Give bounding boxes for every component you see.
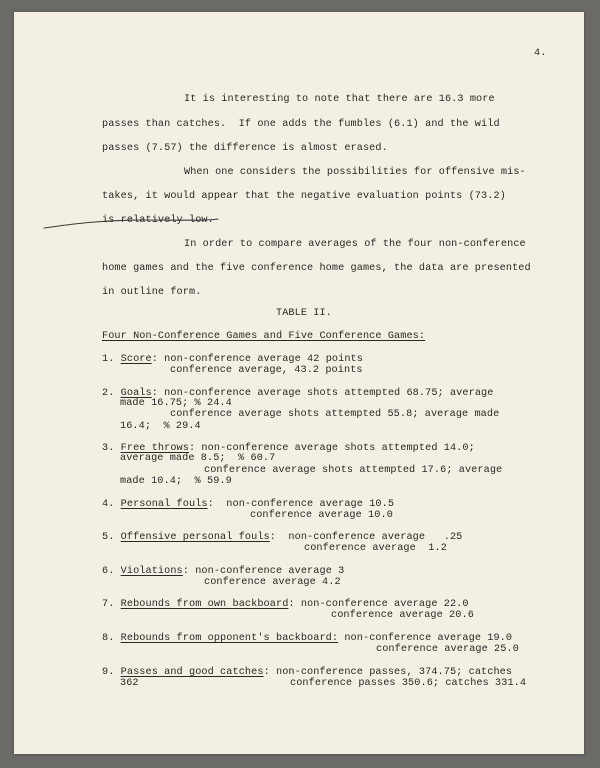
item-9-line-2: 362	[120, 678, 139, 689]
item-3-line-4: made 10.4; % 59.9	[120, 476, 232, 487]
item-label-personal-fouls: Personal fouls	[120, 499, 208, 510]
paragraph-3-line-3: in outline form.	[102, 287, 202, 298]
item-label-passes-good-catches: Passes and good catches	[120, 667, 264, 678]
item-number: 3.	[102, 443, 121, 454]
item-3-line-3: conference average shots attempted 17.6; average	[204, 465, 503, 476]
paragraph-2-line-3: is relatively low.	[102, 215, 214, 226]
paragraph-3-line-1: In order to compare averages of the four non-conference	[184, 239, 526, 250]
item-number: 1.	[102, 354, 121, 365]
item-4-line-2: conference average 10.0	[250, 510, 393, 521]
item-3-line-2: average made 8.5; % 60.7	[120, 453, 276, 464]
paragraph-3-line-2: home games and the five conference home games, the data are presented	[102, 263, 531, 274]
item-number: 6.	[102, 566, 121, 577]
item-1-line-2: conference average, 43.2 points	[170, 365, 363, 376]
item-text: : non-conference passes, 374.75; catches	[263, 667, 513, 678]
item-label-goals: Goals	[120, 388, 152, 399]
item-label-violations: Violations	[120, 566, 183, 577]
item-8-line-2: conference average 25.0	[376, 644, 519, 655]
item-number: 4.	[102, 499, 121, 510]
item-text: : non-conference average shots attempted 14.0;	[189, 443, 475, 454]
item-label-score: Score	[120, 354, 152, 365]
item-7-line-2: conference average 20.6	[331, 610, 474, 621]
item-text: : non-conference average 22.0	[288, 599, 469, 610]
item-5-line-2: conference average 1.2	[304, 543, 447, 554]
item-number: 2.	[102, 388, 121, 399]
item-number: 8.	[102, 633, 121, 644]
item-2-line-4: 16.4; % 29.4	[120, 421, 201, 432]
item-2-line-3: conference average shots attempted 55.8; average made	[170, 409, 500, 420]
item-number: 5.	[102, 532, 121, 543]
paragraph-1-line-2: passes than catches. If one adds the fumbles (6.1) and the wild	[102, 119, 500, 130]
paragraph-1-line-1: It is interesting to note that there are 16.3 more	[184, 94, 495, 105]
page-number: 4.	[534, 48, 547, 59]
item-text: non-conference average 19.0	[338, 633, 513, 644]
item-6-line-2: conference average 4.2	[204, 577, 341, 588]
paragraph-2-line-2: takes, it would appear that the negative evaluation points (73.2)	[102, 191, 506, 202]
item-label-offensive-personal-fouls: Offensive personal fouls	[120, 532, 270, 543]
pen-underline-mark	[42, 210, 222, 234]
item-label-rebounds-own-backboard: Rebounds from own backboard	[120, 599, 289, 610]
paragraph-1-line-3: passes (7.57) the difference is almost erased.	[102, 143, 388, 154]
item-text: : non-conference average shots attempted 68.75; average	[151, 388, 494, 399]
item-text: : non-conference average 3	[182, 566, 345, 577]
item-number: 9.	[102, 667, 121, 678]
paragraph-2-line-1: When one considers the possibilities for offensive mis-	[184, 167, 526, 178]
document-page	[14, 12, 584, 754]
item-label-rebounds-opponent-backboard: Rebounds from opponent's backboard:	[120, 633, 339, 644]
item-text: : non-conference average .25	[269, 532, 463, 543]
item-2-line-2: made 16.75; % 24.4	[120, 398, 232, 409]
table-subtitle: Four Non-Conference Games and Five Conference Games:	[102, 331, 426, 342]
item-text: : non-conference average 10.5	[207, 499, 395, 510]
item-text: : non-conference average 42 points	[151, 354, 363, 365]
item-number: 7.	[102, 599, 121, 610]
item-9-line-3: conference passes 350.6; catches 331.4	[290, 678, 527, 689]
item-label-free-throws: Free throws	[120, 443, 189, 454]
table-title: TABLE II.	[276, 308, 332, 319]
